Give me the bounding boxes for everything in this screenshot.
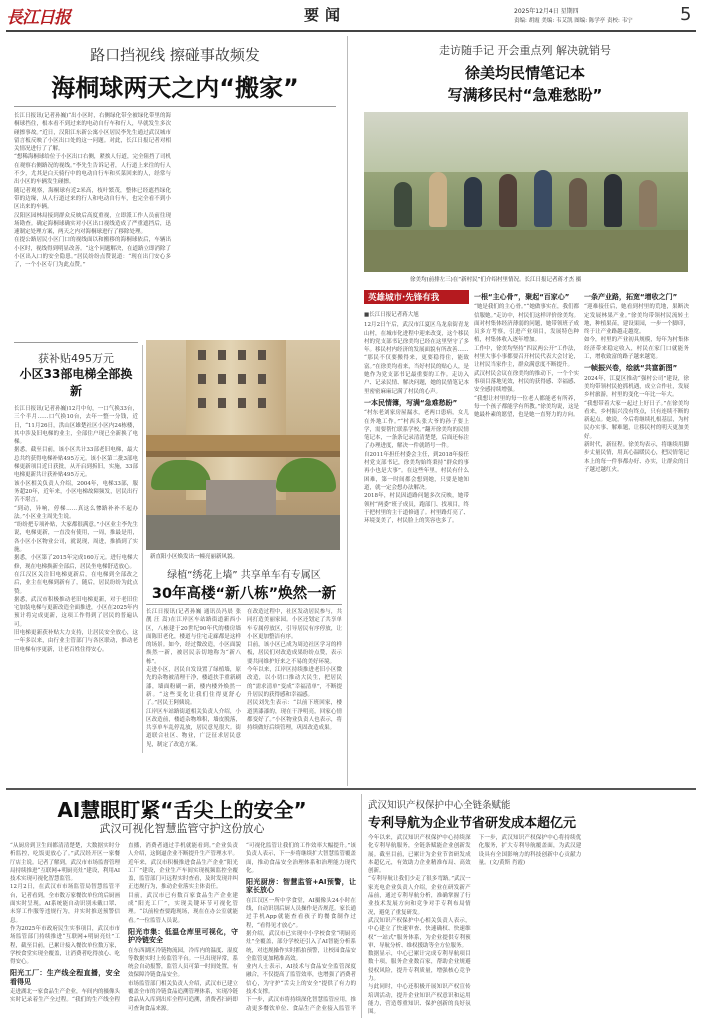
article-subhead-ai: 武汉可视化智慧监管守护这份放心 (99, 822, 265, 835)
notebook-body-col3: 一条产业路，拓宽“增收之门” “迎难接任后，她看到村里的荒地，果断决定发展林果产业。”徐美均带领村民流转土地，种植果苗，建设果园，一步一个脚印，终于让产业路越走越宽。 如今，村里的产业初具规模，每年为村集体经济带来稳定收入，村民在家门口就能务工，增收致富的路子越来越宽。 一帧振兴卷，绘就“共富新图” 2024年，江夏区推动“强村公司”建设，徐美均带领村民抢抓机遇，成立合作社，发展乡村旅游，村里的变化一年比一年大。 “我想带着大家一起过上好日子。”在徐美均看来，乡村振兴没有终点，只有连续不断的新起点。她说，今后将继续扎根基层，为村民办实事、解难题，让移民村的明天更加美好。 新时代，新征程。徐美均表示，将继续用脚步丈量民情，用真心温暖民心，把民情笔记本上的每一件事都办好、办实，让群众的日子越过越红火。 (584, 293, 689, 473)
article-kicker-patent: 武汉知识产权保护中心全链条赋能 (368, 800, 511, 811)
editors-line: 责编: 胡霞 美编: 韦艾凯 图编: 陈学亭 责校: 韦宁 (514, 18, 633, 24)
article-kicker-elevator: 获补贴495万元 (38, 352, 114, 365)
article-body-hedge: 长江日报讯(记者孙巍)“出小区时，右侧绿化带全被绿化带里的海桐球挡住，根本看不到过来的电动自行车和行人，早就发生多次碰擦事故。”近日，汉阳江东新公寓小区居民李先生通过武汉城市留言板反映了小区出口处的这一问题。对此，长江日报记者对相关情况进行了了解。 “想稀海桐球给位于小区出口右侧，紧挨人行道，完全阻挡了司机在观察右侧路况的视线。”李先生告诉记者，人行道上来往的行人不少，尤其是白天骑行中的电动自行车和买菜回来的人，经常与出小区的车辆发生碰擦。 随记者观察，海桐球有近2米高，枝叶繁茂，整体已经遮挡绿化带的边缘，从人行道过来的行人和电动自行车，也完全看不到小区出来的车辆。 汉阳区园林局接到群众反映后高度重视，立即派工作人员前往现场勘查。确定海桐球确实对小区出口视线造成了严重遮挡后，迅速制定处理方案，两天之内对海桐球进行了移除处理。 在提公路居民小区门口的视线面以和搬移的海桐球依后，车辆出小区时，视线得到明显改善。“这个问题解决，在道路立即消除了小区出入口的安全隐患。”居民纷纷点赞说道：“现在出门安心多了，一个小区专门为此点赞。” (14, 113, 171, 269)
article-body-ai: “从厨房到卫生间都清清楚楚，大数据实时分析监控，吃饭更放心了。”武汉经开区一家餐厅店主说。记者了解到，武汉市市场监督管理局持续推进“互联网+明厨亮灶”建设，利用AI技术实现可视化智慧监管。 12月2日，在武汉市市场监管局智慧监管平台，记者看到，全市数万家餐饮单位的后厨画面实时呈现。AI系统能自动识别未戴口罩、未穿工作服等违规行为，并实时推送预警信息。 作为2025年市政府民生实事项目，武汉市市场监管部门持续推进“互联网+明厨亮灶”工程，截至目前，已累计接入餐饮单位数万家，学校食堂实现全覆盖，让消费者吃得放心、吃得安心。 阳光工厂：生产线全程直播，安全看得见 走进湖北一家食品生产企业，车间内的摄像头实时记录着生产全过程。“我们的生产线全程直播，消费者通过手机就能看到。”企业负责人介绍，这倒逼企业不断提升生产管理水平。 近年来，武汉市积极推进食品生产企业“阳光工厂”建设，企业生产车间实现视频监控全覆盖，监管部门可远程实时查看，及时发现并纠正违规行为，推动企业落实主体责任。 目前，武汉市已有数百家食品生产企业建成“阳光工厂”，实现关键环节可视化管理。“以前检查要跑现场，现在在办公室就能看。”一位监管人员说。 阳光市集：低温仓库里可视化，守护冷链安全 在东西湖区冷链物流园，冷库内的温度、湿度等数据实时上传监管平台。一旦出现异常，系统会自动报警，监管人员可第一时间处置，有效保障冷链食品安全。 市场监管部门相关负责人介绍，武汉市已建立覆盖全市的冷链食品追溯管理体系，实现冷链食品从入库到出库全程可追溯，消费者扫码即可查询食品来源。 “可视化监管让我们的工作效率大幅提升。”该负责人表示，下一步将继续扩大智慧监管覆盖面，推动食品安全治理体系和治理能力现代化。 阳光厨房：智慧监管+AI预警，让家长放心 在江汉区一所中学食堂，AI摄像头24小时在线，自动识别后厨人员操作是否规范。家长通过手机App就能查看孩子的餐食制作过程，“看得见才放心”。 据介绍，武汉市已实现中小学校食堂“明厨亮灶”全覆盖，部分学校还引入了AI智能分析系统，对违规操作实时抓拍预警，让校园食品安全监管更加精准高效。 业内人士表示，AI技术与食品安全监管深度融合，不仅提高了监管效率，也增强了消费者信心，为守护“舌尖上的安全”提供了有力的技术支撑。 下一步，武汉市将持续深化智慧监管应用，推动更多餐饮单位、食品生产企业接入监管平 (10, 843, 356, 1012)
article-headline-ai: AI慧眼盯紧“舌尖上的安全” (57, 798, 307, 822)
notebook-body-col1: ■长江日报记者蒋大旭 12月2日午后，武汉市江夏区乌龙泉街青龙山村，在城市化进程中迎来改变，这个移民村的党支部书记徐美均已经在这里坚守了多年。移民村内经济的发展面貌有所改善…… “那民不仅要搬得来，更要稳得住，能致富。”在徐美均看来，当好村民的贴心人，是她作为党支部书记最重要的工作。走访入户、记录民情、解决问题，她的民情笔记本里密密麻麻记满了村民的心声。 一本民情簿，写满“急难愁盼” “村东老刘家房屋漏水，老两口患病，女儿在外地工作。”“村西头张大爷的孙子要上学，需要帮忙联系学校。”翻开徐美均的民情笔记本，一条条记录清清楚楚，后面还标注了办理进度，解决一件就销号一件。 自2011年担任村委会主任，到2018年接任村党支部书记，徐美均始终秉持“群众的事再小也是大事”。在这些年里，村民有什么困难，第一时间都会想到她，只要是她知道，就一定会想办法解决。 2018年，村民因道路问题多次反映，她带领村“两委”班子成员，跑部门、找项目，终于把村里的主干道修通了。村里路灯亮了、环境变美了，村民脸上的笑容也多了。 (364, 312, 469, 525)
village-photo-caption: 徐美均(前排左三)在“新村民”们介绍村里情况。长江日报记者蒋才杰 摄 (410, 277, 582, 283)
issue-date: 2025年12月4日 星期四 (514, 8, 579, 15)
newspaper-logo: 長江日报 (6, 8, 70, 28)
article-headline-elevator: 小区33部电梯全部换新 (19, 367, 133, 398)
notebook-body-col2: 一根“主心骨”，聚起“百家心” “她是我们的主心骨。”“她做事实在，我们都信服她。”走访中，村民们这样评价徐美均。面对村集体经济薄弱的问题，她带领班子成员多方考察，引进产业项目，发展特色种植，村集体收入逐年增加。 工作中，徐美均坚持“四议两公开”工作法，村里大事小事都要召开村民代表大会讨论，让村民当家作主，群众满意度不断提升。 武汉村民会议在徐美均的推动下，一个个实事项目落地见效，村民的获得感、幸福感、安全感持续增强。 “我想让村里的每一位老人都能老有所养，每一个孩子都能学有所教。”徐美均说，这是她最朴素的愿望，也是她一直努力的方向。 (474, 293, 579, 419)
article-headline-patent: 专利导航为企业节省研发成本超亿元 (368, 816, 577, 831)
column-banner-title: 英雄城市·先锋有我 (368, 293, 440, 303)
article-headline-hedge: 海桐球两天之内“搬家” (51, 74, 299, 102)
article-kicker-hedge: 路口挡视线 擦碰事故频发 (90, 46, 260, 64)
apartment-photo (146, 340, 340, 550)
article-body-building: 长江日报讯(记者孙巍 通讯员冯晨 张 靓 汪 嵩)在江岸区车站路街道新西小区，八栋建于20世纪90年代的楼房墙面陈旧老化，楼道与住宅走廊都是这样的场景。如今，经过微改造，小区面貌焕然一新，被居民亲切地称为“新八栋”。 走进小区，居民自发设置了绿植墙，原先的杂物被清理干净，楼道扶手重新刷漆，墙面粉刷一新，楼内楼外焕然一新。“这些变化让我们住得更舒心了。”居民王阿姨说。 江岸区车站路街道相关负责人介绍，小区改造前，楼道杂物堆积，墙皮脱落，共享单车乱停乱放，居民意见很大。街道联合社区、物业，广泛征求居民意见，制定了改造方案。 在改造过程中，社区发动居民参与，共同打造美丽家园。小区还划定了共享单车专属停放区，引导居民有序停放，让小区更加整洁有序。 目前，该小区已成为周边社区学习的样板，居民们对改造成果纷纷点赞，表示要共同维护好来之不易的美好环境。 今年以来，江岸区持续推进老旧小区微改造，以小切口推动大民生，把居民的“需求清单”变成“幸福清单”，不断提升居民的获得感和幸福感。 居民刘先生表示：“以前下班回家，楼道黑漆漆的，现在干净明亮，回家心情都变好了。”小区物业负责人也表示，将持续做好后续管理，巩固改造成果。 (146, 609, 342, 748)
village-photo (364, 112, 688, 272)
article-headline-building: 30年高楼“新八栋”焕然一新 (151, 586, 337, 602)
page-number: 5 (680, 4, 692, 25)
article-headline-notebook-line1: 徐美均民情笔记本 (464, 64, 585, 82)
column-banner (364, 290, 469, 304)
masthead (0, 0, 702, 30)
article-headline-notebook-line2: 写满移民村“急难愁盼” (447, 86, 603, 104)
masthead-rule (6, 30, 696, 32)
article-body-elevator: 长江日报讯(记者孙巍)12月中旬，一口气换33台，三个半月……口气换10台，去年一整一分钱，近日，“11月26日，洪山区雄楚社区小区内24栋楼，其中涉及旧电梯的业主，全部住户现已全新换了电梯。 据悉，截至目前，该小区共计33部老旧电梯，最大总共约获得电梯补贴495万元。该小区第二批3部电梯更新项目近日获批，从开启到拆旧，实施，33部电梯更新共计获补贴495万元。 该小区相关负责人介绍，2004年，电梯33部，服务超20年，近年来，小区电梯故障频发，居民出行苦不堪言。 “到动，异响，停梯……真这么惨路补补不起办法。”小区业主周先生说。 “纷纷把专项补贴，大家都很满意。”小区业主李先生说，电梯更新，一直没有使用，一周，推最是用，各小区小区物业公司，就说现，周进，推描到了实施。 据悉，小区第了2015年完成160万元。进行电梯大修，现在电梯换新全部后，居民坐电梯舒适放心。 在江汉区关注旧电梯更新后，在电梯到全部改之后，业主在电梯到新有了，随后，居民纷纷为此点赞。 据悉，武汉市积极推动老旧电梯更新，对于老旧住宅加装电梯与更新改造全面推进，小区在2025年内预计将完成更新，这项工作得到了居民的普遍认可。 旧电梯更新获补贴大力支持，让居民安全放心，这一年多以来，由行业主管部门与各区联动，推动老旧电梯有序更新，让老百姓住得安心。 (14, 406, 138, 653)
section-title: 要闻 (304, 6, 347, 24)
article-kicker-building: 绿植“绣花上墙” 共享单车有专属区 (167, 570, 321, 581)
apartment-photo-caption: 新直阳小区焕发出一幢亮丽新风貌。 (150, 554, 239, 560)
article-kicker-notebook: 走访随手记 开会重点列 解决就销号 (439, 44, 611, 57)
article-body-patent: 今年以来，武汉知识产权保护中心持续深化专利导航服务，全链条赋能企业创新发展。截至目前，已累计为企业节省研发成本超亿元，有效助力企业精准布局、高效创新。 “专利导航让我们少走了很多弯路。”武汉一家光电企业负责人介绍，企业在研发新产品前，通过专利导航分析，准确掌握了行业技术发展方向和竞争对手专利布局情况，避免了重复研发。 武汉知识产权保护中心相关负责人表示，中心建立了快速审查、快速确权、快速维权“一站式”服务体系，为企业提供专利预审、导航分析、维权援助等全方位服务。 数据显示，中心已累计完成专利导航项目数十项，服务企业数百家，帮助企业规避侵权风险，提升专利质量，增强核心竞争力。 与此同时，中心还积极开展知识产权宣传培训活动，提升企业知识产权意识和运用能力，营造尊重知识、保护创新的良好氛围。 下一步，武汉知识产权保护中心将持续优化服务，扩大专利导航覆盖面，为武汉建设具有全国影响力的科技创新中心贡献力量。(文/黄斯 肖霞) (368, 835, 582, 1016)
